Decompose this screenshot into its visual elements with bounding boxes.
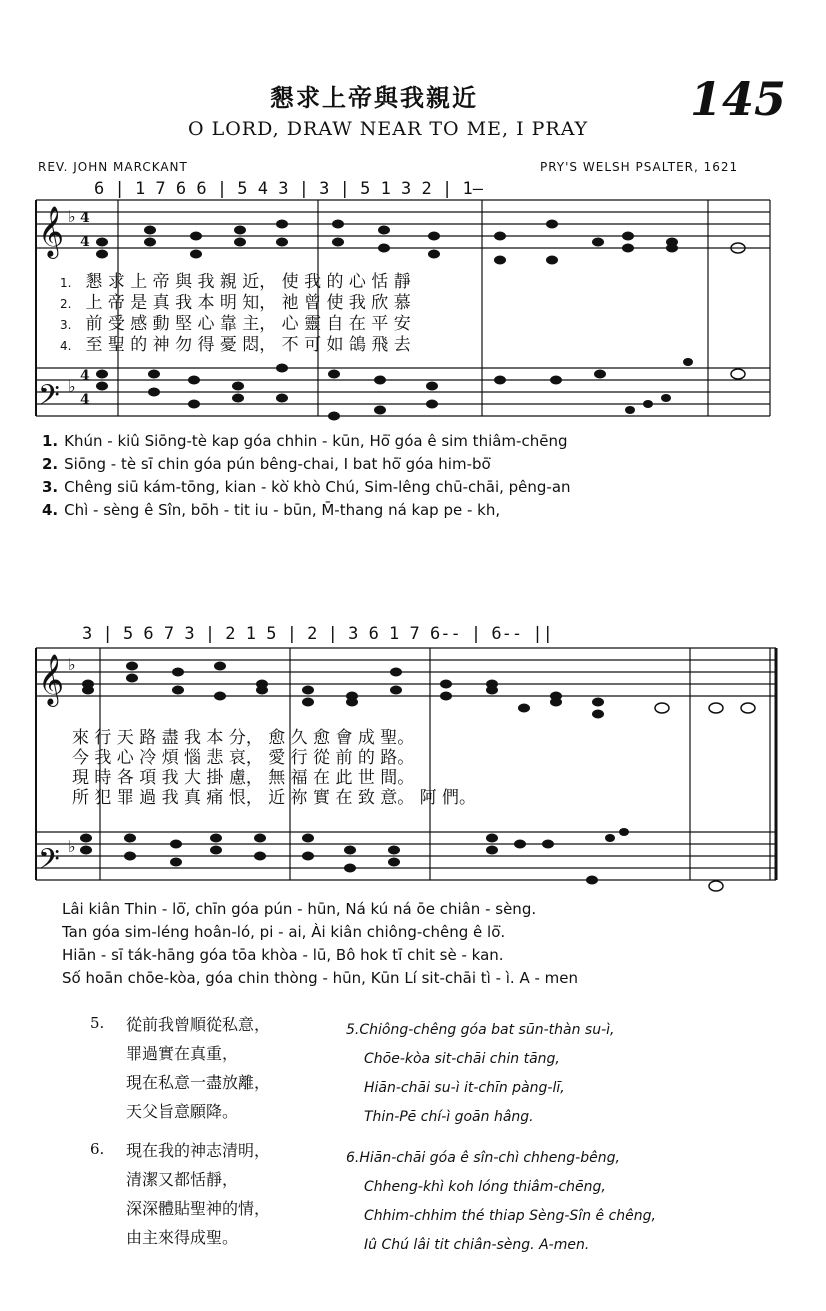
verse-line: 5.Chiông-chêng góa bat sūn-thàn su-ì, <box>346 1022 615 1038</box>
romanized-lyric-line: Số hoān chōe-kòa, góa chin thòng - hūn, Kūn Lí sit-chāi tì - ì. A - men <box>62 969 579 987</box>
svg-text:4: 4 <box>80 234 90 250</box>
verse-line: Chheng-khì koh lóng thiâm-chēng, <box>364 1179 606 1195</box>
chinese-lyrics-system-2 <box>72 728 476 808</box>
verse-line: Iû Chú lâi tit chiân-sèng. A-men. <box>364 1237 590 1253</box>
verse-line: 從前我曾順從私意， <box>126 1015 271 1034</box>
verse-line: Hiān-chāi su-ì it-chīn pàng-lī, <box>364 1080 565 1096</box>
svg-text:𝄞: 𝄞 <box>38 206 65 257</box>
romanized-lyric-line: Lâi kiân Thin - lō͘, chīn góa pún - hūn, Ná kú ná ōe chiân - sèng. <box>62 900 537 918</box>
bass-staff-system-2 <box>36 832 776 880</box>
verse-number: 6. <box>90 1140 105 1158</box>
jianpu-system-2: 3 | 5 6 7 3 | 2 1 5 | 2 | 3 6 1 7 6-- | 6-- || <box>82 624 553 644</box>
chinese-lyric-line: 現 時 各 項 我 大 掛 慮， 無 福 在 此 世 間。 <box>72 768 415 788</box>
svg-text:4: 4 <box>80 368 90 384</box>
verse-line: 由主來得成聖。 <box>126 1228 239 1247</box>
jianpu-system-1: 6 | 1 7 6 6 | 5 4 3 | 3 | 5 1 3 2 | 1— <box>94 179 483 199</box>
chinese-lyric-line: 今 我 心 冷 煩 惱 悲 哀， 愛 行 從 前 的 路。 <box>72 748 415 768</box>
romanized-lyric-line: Hiān - sī ták-hāng góa tōa khòa - lū, Bô hok tī chit sè - kan. <box>62 946 504 964</box>
chinese-lyric-line: 4. 至 聖 的 神 勿 得 憂 悶， 不 可 如 鴿 飛 去 <box>60 335 411 355</box>
chinese-lyric-line: 1. 懇 求 上 帝 與 我 親 近， 使 我 的 心 恬 靜 <box>60 272 411 292</box>
verse-line: Thin-Pē chí-ì goān hâng. <box>364 1109 534 1125</box>
romanized-lyric-line: 3. Chêng siū kám-tōng, kian - kò͘ khò Chú, Sim-lêng chū-chāi, pêng-an <box>42 478 571 496</box>
author-credit: REV. JOHN MARCKANT <box>38 160 188 174</box>
verse-number: 5. <box>90 1014 105 1032</box>
treble-staff-system-2 <box>36 648 776 696</box>
romanized-lyrics-system-2 <box>62 898 578 990</box>
chinese-lyric-line: 2. 上 帝 是 真 我 本 明 知， 祂 曾 使 我 欣 慕 <box>60 293 411 313</box>
composer-credit: PRY'S WELSH PSALTER, 1621 <box>540 160 739 174</box>
romanized-lyric-line: 2. Siōng - tè sī chin góa pún bêng-chai, I bat hō͘ góa him-bō͘ <box>42 455 491 473</box>
verse-line: 現在私意一盡放離， <box>126 1073 271 1092</box>
romanized-lyric-line: 4. Chì - sèng ê Sîn, bōh - tit iu - būn, M̄-thang ná kap pe - kh, <box>42 501 501 519</box>
verse-5-romanized <box>346 1016 614 1132</box>
svg-text:𝄢: 𝄢 <box>38 379 60 419</box>
verse-6-chinese <box>126 1136 270 1252</box>
verse-line: 6.Hiān-chāi góa ê sîn-chì chheng-bêng, <box>346 1150 620 1166</box>
svg-text:4: 4 <box>80 392 90 408</box>
svg-text:♭: ♭ <box>68 837 76 856</box>
verse-line: 現在我的神志清明， <box>126 1141 271 1160</box>
verse-5-chinese <box>126 1010 270 1126</box>
chinese-lyric-line: 所 犯 罪 過 我 真 痛 恨， 近 祢 實 在 致 意。 阿 們。 <box>72 788 477 808</box>
svg-text:♭: ♭ <box>68 207 76 226</box>
hymn-number: 145 <box>690 72 787 126</box>
verse-6-romanized <box>346 1144 656 1260</box>
svg-text:♭: ♭ <box>68 655 76 674</box>
verse-line: 天父旨意願降。 <box>126 1102 239 1121</box>
svg-text:♭: ♭ <box>68 377 76 396</box>
chinese-lyric-line: 來 行 天 路 盡 我 本 分， 愈 久 愈 會 成 聖。 <box>72 728 415 748</box>
verse-line: 罪過實在真重， <box>126 1044 239 1063</box>
hymn-title-chinese: 懇求上帝與我親近 <box>270 84 478 112</box>
romanized-lyric-line: Tan góa sim-léng hoân-ló, pi - ai, Ài kiân chiông-chêng ê lō͘. <box>62 923 506 941</box>
hymn-title-english: O LORD, DRAW NEAR TO ME, I PRAY <box>188 118 589 140</box>
svg-text:𝄢: 𝄢 <box>38 843 60 883</box>
chinese-lyrics-system-1 <box>60 272 411 356</box>
bass-staff-system-1 <box>36 368 770 416</box>
romanized-lyrics-system-1 <box>42 430 571 522</box>
verse-line: 深深體貼聖神的情， <box>126 1199 271 1218</box>
chinese-lyric-line: 3. 前 受 感 動 堅 心 靠 主， 心 靈 自 在 平 安 <box>60 314 411 334</box>
verse-line: Chōe-kòa sit-chāi chin tāng, <box>364 1051 560 1067</box>
verse-line: Chhim-chhim thé thiap Sèng-Sîn ê chêng, <box>364 1208 656 1224</box>
svg-text:4: 4 <box>80 210 90 226</box>
svg-text:𝄞: 𝄞 <box>38 654 65 705</box>
romanized-lyric-line: 1. Khún - kiû Siōng-tè kap góa chhin - kūn, Hō͘ góa ê sim thiâm-chēng <box>42 432 568 450</box>
verse-line: 清潔又都恬靜， <box>126 1170 239 1189</box>
